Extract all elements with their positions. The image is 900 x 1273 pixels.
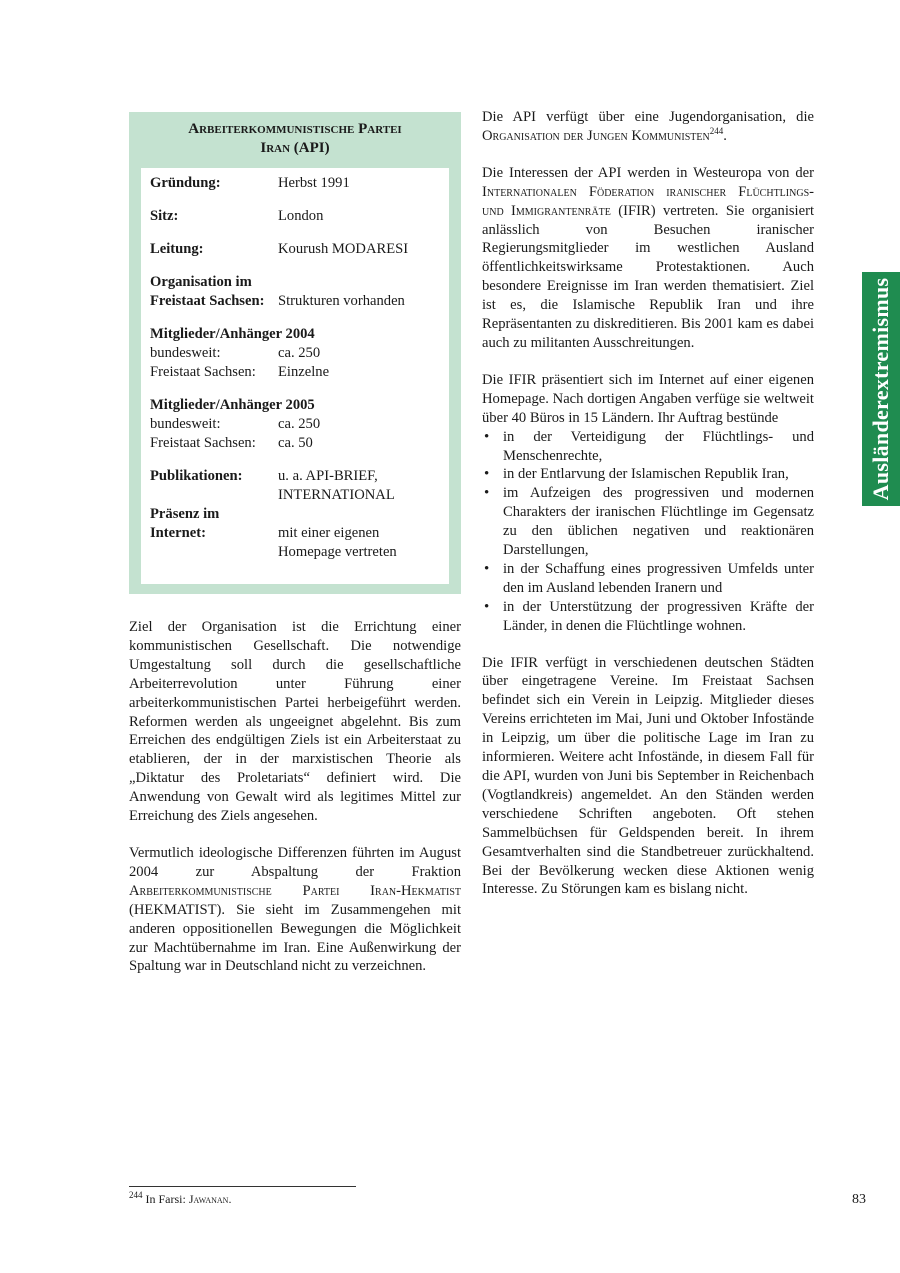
list-item: • in der Unterstützung der progressiven Kräfte der Länder, in denen die Flüchtlinge wohnen. bbox=[482, 598, 814, 636]
info-box-title bbox=[129, 120, 461, 158]
right-paragraph-2 bbox=[482, 164, 814, 353]
right-paragraph-1 bbox=[482, 108, 814, 146]
row-praesenz bbox=[150, 505, 449, 562]
value-publikationen-line2: INTERNATIONAL bbox=[278, 487, 395, 503]
row-leitung bbox=[150, 240, 449, 259]
value-publikationen-line1: u. a. API-BRIEF, bbox=[278, 468, 378, 484]
value-praesenz-line1: mit einer eigenen bbox=[278, 525, 380, 541]
label-organisation-line2: Freistaat Sachsen: bbox=[150, 293, 265, 309]
label-praesenz bbox=[150, 505, 278, 562]
left-p2-text-a: Vermutlich ideologische Differenzen führten im August 2004 zur Abspaltung der Fraktion bbox=[129, 844, 461, 880]
label-organisation-line1: Organisation im bbox=[150, 274, 252, 290]
label-2005-sachsen: Freistaat Sachsen: bbox=[150, 435, 256, 451]
label-praesenz-line2: Internet: bbox=[150, 525, 206, 541]
row-organisation bbox=[150, 292, 449, 311]
row-gruendung bbox=[150, 174, 449, 193]
info-box-title-line1: Arbeiterkommunistische Partei bbox=[188, 121, 402, 137]
right-paragraph-3: Die IFIR präsentiert sich im Internet auf einer eigenen Homepage. Nach dortigen Angaben verfüge sie weltweit über 40 Büros in 15 Ländern. Ihr Auftrag bestünde bbox=[482, 371, 814, 426]
heading-mitglieder-2004: Mitglieder/Anhänger 2004 bbox=[150, 326, 315, 342]
value-2005-bundesweit: ca. 250 bbox=[278, 416, 321, 432]
value-2004-sachsen: Einzelne bbox=[278, 364, 330, 380]
left-paragraph-2 bbox=[129, 844, 461, 976]
right-p1-text-a: Die API verfügt über eine Jugendorganisation, die bbox=[482, 109, 814, 125]
info-box bbox=[129, 112, 461, 594]
label-gruendung: Gründung: bbox=[150, 175, 221, 191]
value-2005-sachsen: ca. 50 bbox=[278, 435, 313, 451]
footnote-prefix: In Farsi: bbox=[142, 1192, 189, 1206]
left-column bbox=[129, 618, 461, 994]
ifir-mission-list bbox=[482, 428, 814, 636]
left-p2-org-name: Arbeiterkommunistische Partei Iran-Hekmatist bbox=[129, 882, 461, 899]
value-praesenz bbox=[278, 505, 449, 562]
row-2004-sachsen bbox=[150, 363, 449, 382]
right-p2-text-b: (IFIR) vertreten. Sie organisiert anlässlich von Besuchen iranischer Regierungsmitglieder im westlichen Ausland öffentlichkeitswirksame Protestaktionen. Auch besondere Ereignisse im Iran werden thematisiert. Ziel ist es, die Islamische Republik Iran und ihre Repräsentanten zu diskreditieren. Bis 2001 kam es dabei auch zu militanten Ausschreitungen. bbox=[482, 202, 814, 351]
footnote-divider bbox=[129, 1186, 356, 1187]
value-publikationen bbox=[278, 467, 449, 505]
right-p2-org-name: Internationalen Föderation iranischer Flüchtlings- und Immigrantenräte bbox=[482, 183, 814, 219]
section-side-tab-label: Ausländerextremismus bbox=[868, 277, 893, 501]
label-2005-bundesweit: bundesweit: bbox=[150, 416, 221, 432]
label-2004-bundesweit: bundesweit: bbox=[150, 345, 221, 361]
value-praesenz-line2: Homepage vertreten bbox=[278, 544, 397, 560]
value-organisation: Strukturen vorhanden bbox=[278, 293, 405, 309]
row-2004-bundesweit bbox=[150, 344, 449, 363]
right-p2-text-a: Die Interessen der API werden in Westeuropa von der bbox=[482, 164, 814, 181]
right-p1-org-name: Organisation der Jungen Kommunisten bbox=[482, 127, 710, 144]
value-2004-bundesweit: ca. 250 bbox=[278, 345, 321, 361]
footnote-term: Jawanan bbox=[188, 1192, 229, 1206]
right-paragraph-4: Die IFIR verfügt in verschiedenen deutschen Städten über eingetragene Vereine. Im Freistaat Sachsen befindet sich ein Verein in Leipzig. Mitglieder dieses Vereins errichteten im Mai, Juni und Oktober Infostände in Leipzig, um über die politische Lage im Iran zu informieren. Weitere acht Infostände, in diesem Fall für die API, wurden von Juni bis September in Reichenbach (Vogtlandkreis) angemeldet. An den Ständen werden verschiedene Schriften angeboten. Oft stehen Sammelbüchsen für Geldspenden bereit. In ihrem Gesamtverhalten sind die Standbetreuer zurückhaltend. Bei der Bevölkerung wecken diese Aktionen wenig Interesse. Zu Störungen kam es bislang nicht. bbox=[482, 654, 814, 898]
value-sitz: London bbox=[278, 208, 324, 224]
right-column bbox=[482, 108, 814, 917]
footnote-ref-244[interactable]: 244 bbox=[709, 126, 724, 137]
left-p2-text-b: (HEKMATIST). Sie sieht im Zusammengehen mit anderen oppositionellen Bewegungen die Möglichkeit zur Machtübernahme im Iran. Eine Außenwirkung der Spaltung war in Deutschland nicht zu verzeichnen. bbox=[129, 901, 461, 975]
label-praesenz-line1: Präsenz im bbox=[150, 506, 220, 522]
row-publikationen bbox=[150, 467, 449, 505]
page-number: 83 bbox=[852, 1192, 866, 1207]
heading-mitglieder-2005: Mitglieder/Anhänger 2005 bbox=[150, 397, 315, 413]
label-leitung: Leitung: bbox=[150, 241, 204, 257]
label-publikationen: Publikationen: bbox=[150, 468, 243, 484]
list-item: • in der Entlarvung der Islamischen Republik Iran, bbox=[482, 465, 814, 484]
info-box-content bbox=[141, 168, 449, 584]
footnote-number: 244 bbox=[129, 1190, 143, 1200]
footnote-suffix: . bbox=[228, 1192, 232, 1206]
value-leitung: Kourush MODARESI bbox=[278, 241, 409, 257]
list-item: • in der Verteidigung der Flüchtlings- und Menschenrechte, bbox=[482, 428, 814, 466]
row-2005-sachsen bbox=[150, 434, 449, 453]
left-paragraph-1: Ziel der Organisation ist die Errichtung einer kommunistischen Gesellschaft. Die notwendige Umgestaltung soll durch die gesellschaftliche Arbeiterrevolution unter Führung einer arbeiterkommunistischen Partei herbeigeführt werden. Reformen werden als ungeeignet abgelehnt. Bis zum Erreichen des endgültigen Ziels ist ein Arbeiterstaat zu etablieren, der in der marxistischen Theorie als „Diktatur des Proletariats“ definiert wird. Die Anwendung von Gewalt wird als legitimes Mittel zur Erreichung des Ziels angesehen. bbox=[129, 619, 461, 825]
label-sitz: Sitz: bbox=[150, 208, 179, 224]
info-box-title-line2: Iran (API) bbox=[260, 140, 330, 156]
right-p1-text-b: . bbox=[723, 127, 727, 144]
list-item: • im Aufzeigen des progressiven und modernen Charakters der iranischen Flüchtlinge im Gegensatz zu den üblichen negativen und reaktionären Darstellungen, bbox=[482, 484, 814, 560]
section-side-tab bbox=[862, 272, 900, 506]
value-gruendung: Herbst 1991 bbox=[278, 175, 350, 191]
label-2004-sachsen: Freistaat Sachsen: bbox=[150, 364, 256, 380]
footnote-244 bbox=[129, 1192, 231, 1207]
row-2005-bundesweit bbox=[150, 415, 449, 434]
row-sitz bbox=[150, 207, 449, 226]
list-item: • in der Schaffung eines progressiven Umfelds unter den im Ausland lebenden Iranern und bbox=[482, 560, 814, 598]
